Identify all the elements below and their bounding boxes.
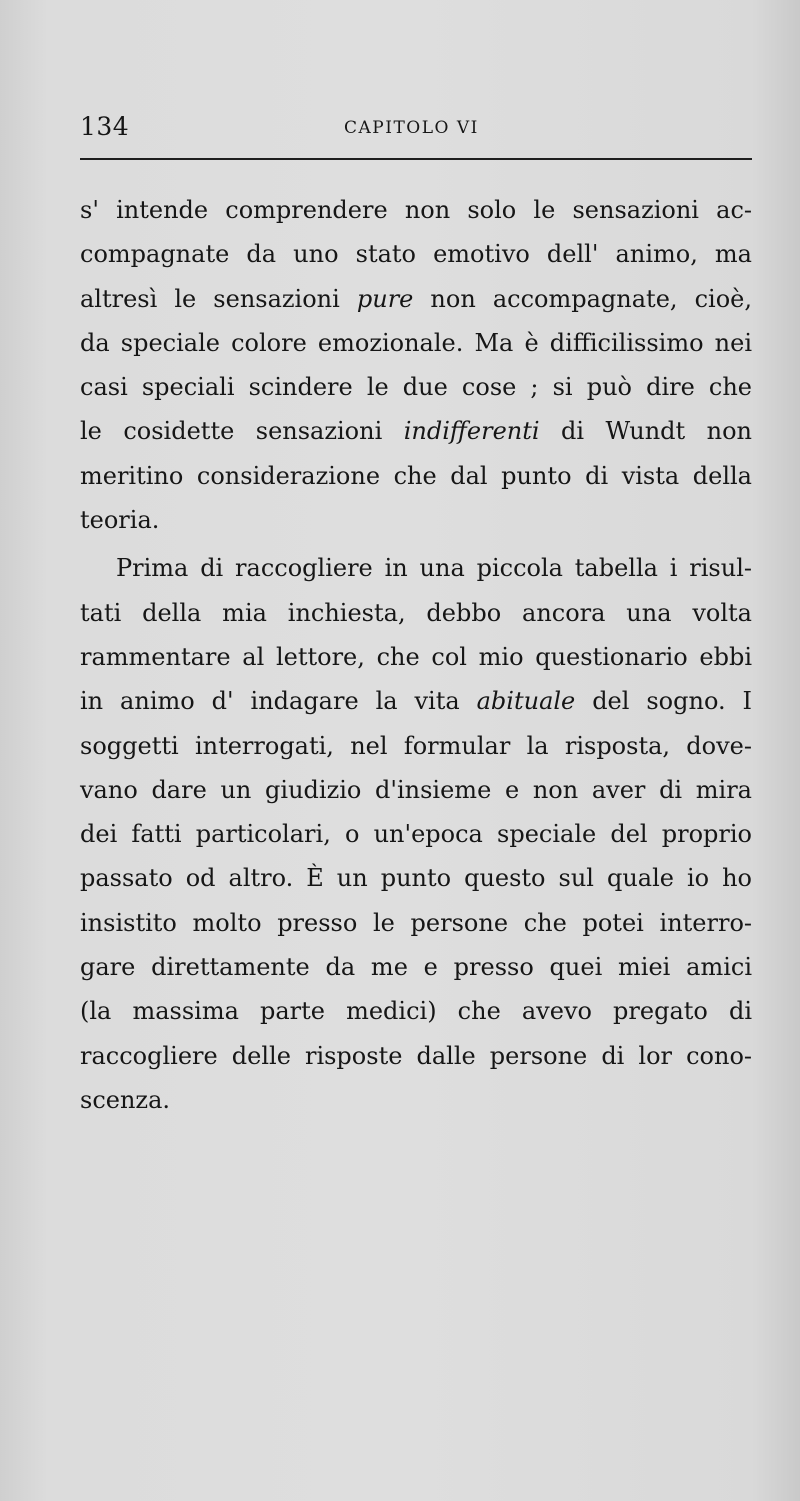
text-run: compagnate da uno stato emotivo dell' animo, ma	[80, 240, 752, 269]
text-run: dei fatti particolari, o un'epoca speciale del proprio	[80, 820, 752, 849]
text-run: Prima di raccogliere in una piccola tabella i risul-	[116, 554, 752, 583]
italic-term: indifferenti	[403, 417, 540, 446]
text-line	[80, 901, 752, 945]
text-run: vano dare un giudizio d'insieme e non aver di mira	[80, 775, 752, 804]
text-run: teoria.	[80, 506, 160, 535]
text-run: del sogno. I	[575, 687, 753, 716]
text-line	[80, 232, 752, 276]
running-title: CAPITOLO VI	[344, 118, 479, 138]
text-line	[80, 454, 752, 498]
text-run: rammentare al lettore, che col mio questionario ebbi	[80, 642, 752, 671]
text-run: raccogliere delle risposte dalle persone di lor cono-	[80, 1041, 752, 1070]
text-run: (la massima parte medici) che avevo pregato di	[80, 997, 752, 1026]
paragraph	[80, 546, 752, 1122]
text-run: da speciale colore emozionale. Ma è difficilissimo nei	[80, 328, 752, 357]
text-line	[80, 321, 752, 365]
text-line	[80, 768, 752, 812]
text-line	[80, 365, 752, 409]
text-line	[80, 812, 752, 856]
text-run: soggetti interrogati, nel formular la risposta, dove-	[80, 731, 752, 760]
text-run: di Wundt non	[539, 417, 753, 446]
text-line	[80, 188, 752, 232]
text-line	[80, 635, 752, 679]
text-run: s' intende comprendere non solo le sensazioni ac-	[80, 196, 752, 224]
text-line	[80, 591, 752, 635]
text-line	[80, 409, 752, 453]
text-line	[80, 1034, 752, 1078]
text-line	[80, 498, 752, 542]
paragraph	[80, 188, 752, 542]
text-line	[80, 277, 752, 321]
text-run: gare direttamente da me e presso quei miei amici	[80, 953, 752, 982]
text-run: non accompagnate, cioè,	[413, 284, 752, 313]
body-text	[80, 188, 752, 1122]
text-run: altresì le sensazioni	[80, 284, 357, 313]
text-run: tati della mia inchiesta, debbo ancora una volta	[80, 598, 752, 627]
text-line	[80, 945, 752, 989]
text-line	[80, 724, 752, 768]
text-line	[80, 1078, 752, 1122]
text-run: scenza.	[80, 1085, 170, 1114]
header-rule	[80, 158, 752, 160]
text-line	[80, 856, 752, 900]
page-header	[80, 112, 752, 152]
text-run: passato od altro. È un punto questo sul quale io ho	[80, 864, 752, 893]
italic-term: pure	[356, 284, 414, 313]
text-run: casi speciali scindere le due cose ; si può dire che	[80, 373, 752, 402]
text-run: in animo d' indagare la vita	[80, 687, 477, 716]
text-run: le cosidette sensazioni	[80, 417, 404, 446]
page-number: 134	[80, 112, 130, 141]
text-line	[80, 546, 752, 590]
italic-term: abituale	[476, 687, 576, 716]
text-line	[80, 679, 752, 723]
text-run: meritino considerazione che dal punto di vista della	[80, 461, 752, 490]
text-line	[80, 989, 752, 1033]
text-run: insistito molto presso le persone che potei interro-	[80, 908, 752, 937]
